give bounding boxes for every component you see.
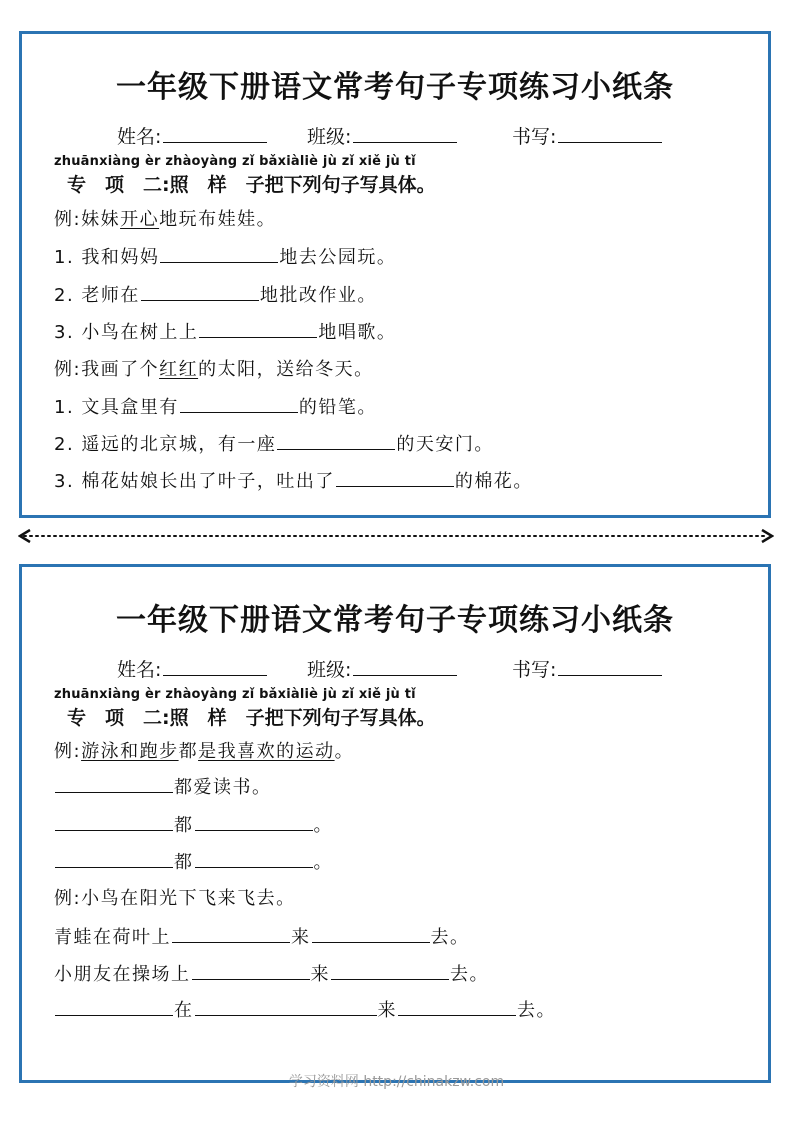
class-field[interactable] [307,122,457,149]
example-underline: 是我喜欢的运动 [198,741,335,762]
example-sentence: 例:妹妹开心地玩布娃娃。 [54,209,277,230]
answer-blank[interactable] [398,999,516,1016]
answer-blank[interactable] [180,396,298,413]
class-blank[interactable] [353,123,457,143]
topic-pinyin: zhuānxiàng èr zhàoyàng zǐ bǎxiàliè jù zǐ xiě jù tǐ [54,687,416,702]
example-underline: 游泳和跑步 [81,741,179,762]
answer-blank[interactable] [195,814,313,831]
name-blank[interactable] [163,656,267,676]
name-label: 姓名: [117,126,162,148]
answer-blank[interactable] [199,321,317,338]
card-title: 一年级下册语文常考句子专项练习小纸条 [116,70,674,105]
question-line: 2. 遥远的北京城，有一座 的天安门。 [54,434,494,455]
example-underline: 开心 [120,209,160,230]
example-underline: 红红 [159,359,199,380]
writing-blank[interactable] [558,656,662,676]
answer-blank[interactable] [55,814,173,831]
question-line: 都 。 [54,848,333,874]
writing-blank[interactable] [558,123,662,143]
name-field[interactable] [117,655,267,682]
question-line: 青蛙在荷叶上 来 去。 [54,927,470,948]
writing-field[interactable] [512,655,662,682]
student-info-row [22,655,768,681]
cut-line-divider [18,528,774,544]
question-line: 3. 小鸟在树上上 地唱歌。 [54,322,397,343]
student-info-row [22,122,768,148]
answer-blank[interactable] [141,284,259,301]
example-sentence: 例:小鸟在阳光下飞来飞去。 [54,888,296,909]
answer-blank[interactable] [336,470,454,487]
question-line: 3. 棉花姑娘长出了叶子，吐出了 的棉花。 [54,471,533,492]
answer-blank[interactable] [277,433,395,450]
writing-label: 书写: [512,126,557,148]
answer-blank[interactable] [55,999,173,1016]
answer-blank[interactable] [55,776,173,793]
answer-blank[interactable] [55,851,173,868]
example-sentence: 例:我画了个红红的太阳，送给冬天。 [54,359,374,380]
question-line: 在 来 去。 [54,996,556,1022]
topic-heading: 专 项 二:照 样 子把下列句子写具体。 [67,174,436,196]
answer-blank[interactable] [331,963,449,980]
question-line: 都爱读书。 [54,773,272,799]
exercise-card-2 [19,564,771,1083]
question-line: 1. 我和妈妈 地去公园玩。 [54,247,397,268]
card-title: 一年级下册语文常考句子专项练习小纸条 [116,603,674,638]
topic-heading: 专 项 二:照 样 子把下列句子写具体。 [67,707,436,729]
question-line: 都 。 [54,811,333,837]
class-label: 班级: [307,126,352,148]
example-sentence: 例:游泳和跑步都是我喜欢的运动。 [54,741,355,762]
topic-pinyin: zhuānxiàng èr zhàoyàng zǐ bǎxiàliè jù zǐ xiě jù tǐ [54,154,416,169]
question-line: 2. 老师在 地批改作业。 [54,285,377,306]
answer-blank[interactable] [172,926,290,943]
name-blank[interactable] [163,123,267,143]
watermark-text: 学习资料网 http://chinakzw.com [288,1074,505,1090]
question-line: 1. 文具盒里有 的铅笔。 [54,397,377,418]
answer-blank[interactable] [192,963,310,980]
answer-blank[interactable] [160,246,278,263]
class-field[interactable] [307,655,457,682]
name-label: 姓名: [117,659,162,681]
answer-blank[interactable] [195,851,313,868]
exercise-card-1 [19,31,771,518]
writing-field[interactable] [512,122,662,149]
answer-blank[interactable] [312,926,430,943]
answer-blank[interactable] [195,999,377,1016]
class-blank[interactable] [353,656,457,676]
question-line: 小朋友在操场上 来 去。 [54,964,489,985]
writing-label: 书写: [512,659,557,681]
name-field[interactable] [117,122,267,149]
class-label: 班级: [307,659,352,681]
